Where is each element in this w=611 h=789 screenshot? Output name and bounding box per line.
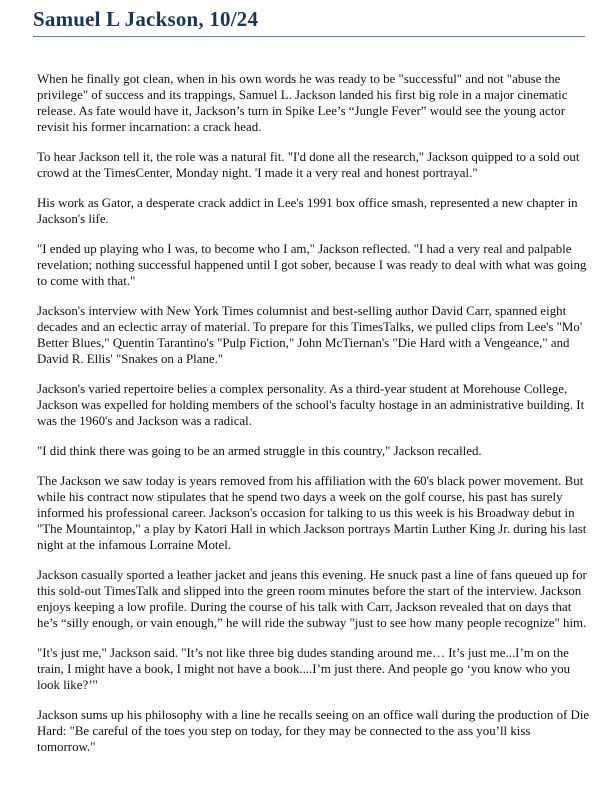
page-title: Samuel L Jackson, 10/24 (33, 7, 259, 31)
paragraph: Jackson's varied repertoire belies a complex personality. As a third-year student at Morehouse College, Jackson was expelled for holding members of the school's faculty hostage in an administrative building. It was the 1960's and Jackson was a radical. (37, 382, 585, 428)
paragraph: "It's just me," Jackson said. "It’s not like three big dudes standing around me… It’s just me...I’m on the train, I might have a book, I might not have a book....I’m just there. And people go ‘you know who you look like?’" (37, 646, 571, 692)
paragraph: When he finally got clean, when in his own words he was ready to be "successful" and not "abuse the privilege" of success and its trappings, Samuel L. Jackson landed his first big role in a major cinematic release. As fate would have it, Jackson’s turn in Spike Lee’s “Jungle Fever” would see the young actor revisit his former incarnation: a crack head. (37, 72, 568, 134)
paragraph: Jackson's interview with New York Times columnist and best-selling author David Carr, spanned eight decades and an eclectic array of material. To prepare for this TimesTalks, we pulled clips from Lee's "Mo' Better Blues," Quentin Tarantino's "Pulp Fiction," John McTiernan's "Die Hard with a Vengeance," and David R. Ellis' "Snakes on a Plane." (37, 304, 583, 366)
paragraph: To hear Jackson tell it, the role was a natural fit. "I'd done all the research," Jackson quipped to a sold out crowd at the TimesCenter, Monday night. 'I made it a very real and honest portrayal." (37, 150, 580, 180)
article-body (37, 71, 592, 769)
paragraph: Jackson casually sported a leather jacket and jeans this evening. He snuck past a line of fans queued up for this sold-out TimesTalk and slipped into the green room minutes before the start of the interview. Jackson enjoys keeping a low profile. During the course of his talk with Carr, Jackson revealed that on days that he’s “silly enough, or vain enough,” he will ride the subway "just to see how many people recognize" him. (37, 568, 587, 630)
paragraph: Jackson sums up his philosophy with a line he recalls seeing on an office wall during the production of Die Hard: "Be careful of the toes you step on today, for they may be connected to the ass you’ll kiss tomorrow." (37, 708, 590, 754)
title-underline (33, 36, 585, 37)
paragraph: The Jackson we saw today is years removed from his affiliation with the 60's black power movement. But while his contract now stipulates that he spend two days a week on the golf course, his past has surely informed his professional career. Jackson's occasion for talking to us this week is his Broadway debut in "The Mountaintop," a play by Katori Hall in which Jackson portrays Martin Luther King Jr. during his last night at the infamous Lorraine Motel. (37, 474, 587, 552)
paragraph: His work as Gator, a desperate crack addict in Lee's 1991 box office smash, represented a new chapter in Jackson's life. (37, 196, 578, 226)
paragraph: "I did think there was going to be an armed struggle in this country," Jackson recalled. (37, 444, 482, 458)
paragraph: "I ended up playing who I was, to become who I am," Jackson reflected. "I had a very real and palpable revelation; nothing successful happened until I got sober, because I was ready to deal with what was going to come with that." (37, 242, 587, 288)
